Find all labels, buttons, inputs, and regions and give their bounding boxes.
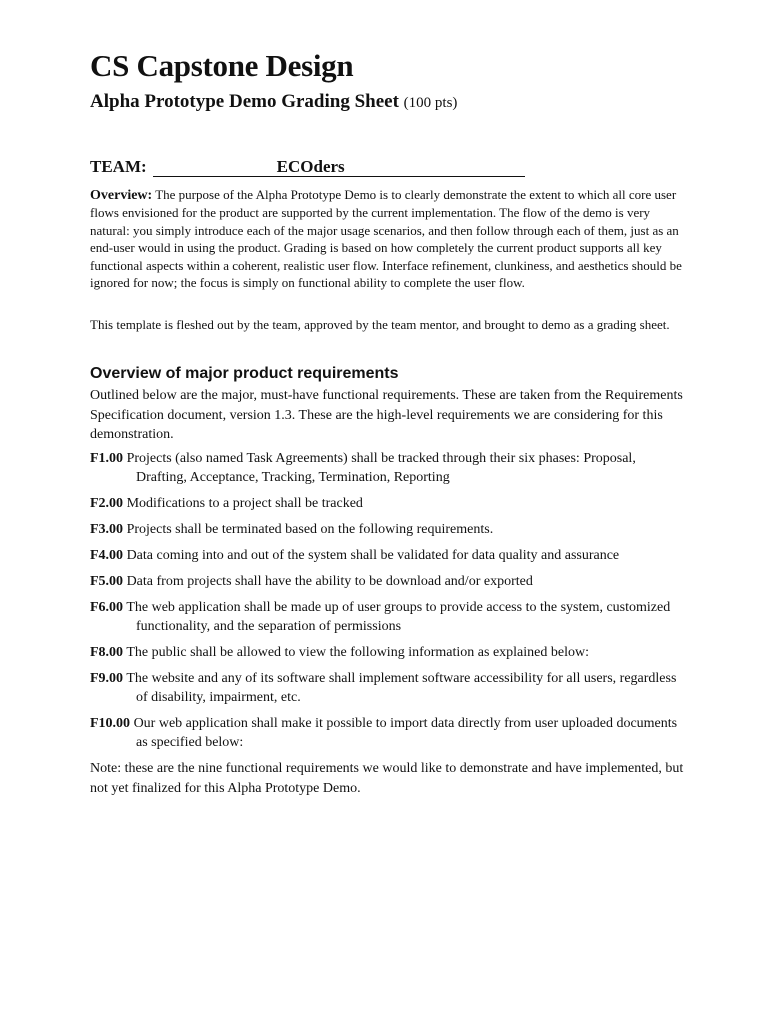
- overview-lead: Overview:: [90, 188, 153, 203]
- team-label: TEAM:: [90, 157, 147, 176]
- requirement-item: [90, 520, 690, 539]
- requirement-item: [90, 643, 690, 662]
- overview-text: The purpose of the Alpha Prototype Demo is to clearly demonstrate the extent to which all core user flows envisioned for the product are supported by the current implementation. The flow of the demo is very natural: you simply introduce each of the major usage scenarios, and then follow through each of them, just as an end-user would in using the product. Grading is based on how completely the current product supports all key functional aspects within a coherent, realistic user flow. Interface refinement, clunkiness, and aesthetics should be ignored for now; the focus is simply on functional ability to complete the user flow.: [90, 187, 682, 291]
- requirement-id: F2.00: [90, 496, 124, 511]
- requirement-text: Projects (also named Task Agreements) shall be tracked through their six phases: Proposal, Drafting, Acceptance, Tracking, Termination, Reporting: [126, 451, 636, 485]
- requirement-item: [90, 572, 690, 591]
- requirement-item: [90, 714, 690, 752]
- requirement-text: Data coming into and out of the system shall be validated for data quality and assurance: [126, 548, 620, 563]
- requirements-heading: Overview of major product requirements: [90, 365, 399, 382]
- requirement-item: [90, 669, 690, 707]
- requirement-id: F3.00: [90, 522, 124, 537]
- requirement-text: Data from projects shall have the ability to be download and/or exported: [126, 574, 533, 589]
- requirement-text: Our web application shall make it possible to import data directly from user uploaded documents as specified below:: [133, 716, 678, 750]
- requirement-id: F6.00: [90, 600, 124, 615]
- requirement-item: [90, 598, 690, 636]
- points-label: (100 pts): [403, 95, 458, 111]
- closing-note: Note: these are the nine functional requirements we would like to demonstrate and have implemented, but not yet finalized for this Alpha Prototype Demo.: [90, 761, 684, 796]
- requirement-id: F4.00: [90, 548, 124, 563]
- requirement-text: Projects shall be terminated based on the following requirements.: [126, 522, 494, 537]
- requirement-text: Modifications to a project shall be tracked: [126, 496, 363, 511]
- requirement-id: F8.00: [90, 645, 124, 660]
- requirement-item: [90, 546, 690, 565]
- requirements-intro: Outlined below are the major, must-have functional requirements. These are taken from the Requirements Specification document, version 1.3. These are the high-level requirements we are considering for this demonstration.: [90, 388, 683, 442]
- team-line: [90, 157, 525, 177]
- requirement-text: The website and any of its software shall implement software accessibility for all users, regardless of disability, impairment, etc.: [126, 671, 677, 705]
- requirement-text: The public shall be allowed to view the following information as explained below:: [126, 645, 589, 660]
- requirement-id: F10.00: [90, 716, 131, 731]
- subtitle-text: Alpha Prototype Demo Grading Sheet: [90, 91, 399, 112]
- requirement-item: [90, 494, 690, 513]
- requirement-id: F1.00: [90, 451, 124, 466]
- requirement-item: [90, 449, 690, 487]
- team-name-field: ECOders: [153, 158, 525, 177]
- requirement-id: F5.00: [90, 574, 124, 589]
- document-subtitle: [90, 91, 457, 113]
- overview-paragraph: [90, 186, 685, 291]
- requirements-list: [90, 449, 690, 759]
- requirement-text: The web application shall be made up of user groups to provide access to the system, customized functionality, and the separation of permissions: [126, 600, 671, 634]
- template-note: This template is fleshed out by the team, approved by the team mentor, and brought to demo as a grading sheet.: [90, 317, 670, 332]
- requirement-id: F9.00: [90, 671, 124, 686]
- document-title: CS Capstone Design: [90, 48, 354, 83]
